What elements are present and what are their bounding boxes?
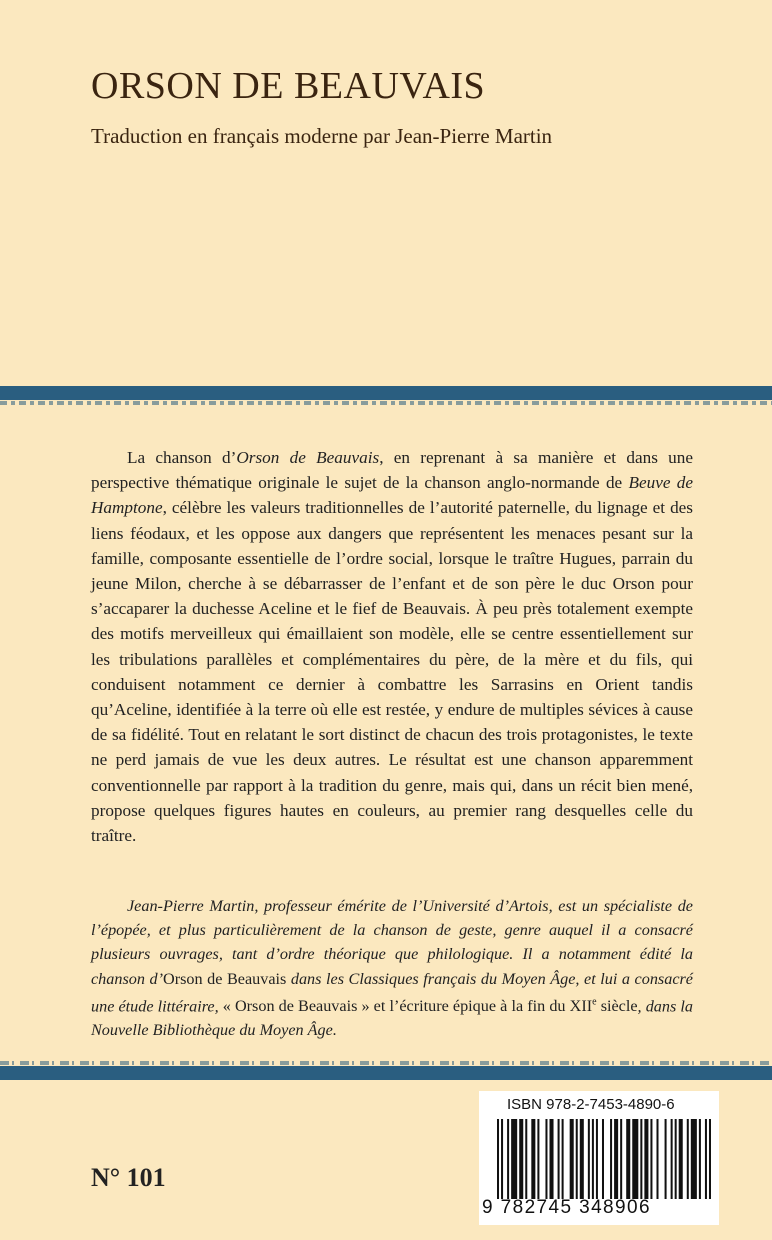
summary-work-title-1: Orson de Beauvais: [236, 448, 380, 467]
top-decorative-band: [0, 386, 772, 400]
summary-text-part1: La chanson d’: [127, 448, 237, 467]
summary-text: [91, 445, 693, 848]
summary-work-title-2: Beuve de Hamptone: [91, 473, 693, 518]
barcode-icon: [497, 1119, 711, 1199]
bio-work-title-2-text: « Orson de Beauvais » et l’écriture épique à la fin du: [222, 997, 570, 1016]
summary-text-part2: , en reprenant à sa manière et dans une perspective thématique originale le sujet de la chanson anglo-normande de: [91, 448, 693, 493]
book-title: ORSON DE BEAUVAIS: [91, 65, 486, 107]
bio-work-title-2: [223, 997, 638, 1015]
collection-number: N° 101: [91, 1163, 166, 1192]
author-bio: [91, 894, 693, 1043]
bottom-decorative-band: [0, 1066, 772, 1080]
summary-text-part3: , célèbre les valeurs traditionnelles de l’autorité paternelle, du lignage et des liens féodaux, et les oppose aux dangers que représentent les menaces pesant sur la famille, composante essentielle de l’ordre social, lorsque le traître Hugues, parrain du jeune Milon, cherche à se débarrasser de l’enfant et de son père le duc Orson pour s’accaparer la duchesse Aceline et le fief de Beauvais. À peu près totalement exempte des motifs merveilleux qui émaillaient son modèle, elle se centre essentiellement sur les tribulations parallèles et complémentaires du père, de la mère et du fils, qui conduisent notamment ce dernier à combattre les Sarrasins en Orient tandis qu’Aceline, identifiée à la terre où elle est restée, y endure de multiples sévices à cause de sa fidélité. Tout en relatant le sort distinct de chacun des trois protagonistes, le texte ne perd jamais de vue les deux autres. Le résultat est une chanson apparemment conventionnelle par rapport à la tradition du genre, mais qui, dans un récit bien mené, propose quelques figures hautes en couleurs, au premier rang desquelles celle du traître.: [91, 498, 693, 846]
book-subtitle: Traduction en français moderne par Jean-Pierre Martin: [91, 124, 553, 148]
author-bio-paragraph: [91, 894, 693, 1043]
bio-text-part1: Jean-Pierre Martin, professeur émérite de l’Université d’Artois, est un spécialiste de l’épopée, et plus particulièrement de la chanson de geste, genre auquel il a consacré plusieurs ouvrages, tant d’ordre théorique que philologique. Il a notamment édité la chanson d’: [91, 897, 693, 988]
barcode-digits: 9 782745 348906: [482, 1197, 651, 1218]
bio-century: XII: [569, 997, 593, 1016]
summary-paragraph: [91, 445, 693, 848]
isbn-barcode-block: [479, 1091, 719, 1225]
bio-text-part3: , dans la Nouvelle Bibliothèque du Moyen Âge.: [91, 997, 693, 1040]
bio-century-sup: e: [592, 996, 597, 1008]
bio-work-title-2-end: siècle: [596, 997, 638, 1016]
isbn-label: ISBN 978-2-7453-4890-6: [507, 1096, 675, 1113]
bio-text-part2: dans les Classiques français du Moyen Âge, et lui a consacré une étude littéraire,: [91, 969, 693, 1016]
bio-work-title-1: Orson de Beauvais: [163, 969, 287, 988]
